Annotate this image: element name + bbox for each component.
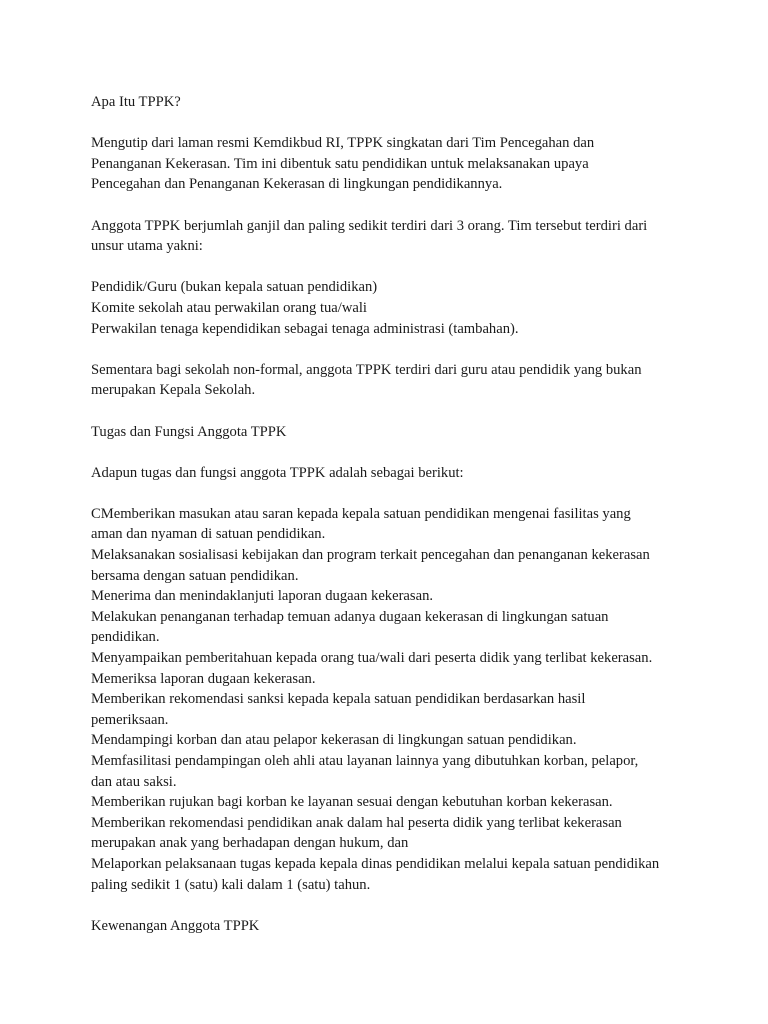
duties-line: pendidikan. [91,629,160,646]
duties-line: Mendampingi korban dan atau pelapor kekerasan di lingkungan satuan pendidikan. [91,732,577,749]
duties-line: paling sedikit 1 (satu) kali dalam 1 (satu) tahun. [91,876,371,893]
heading-authority: Kewenangan Anggota TPPK [91,917,260,934]
members-list-item: Perwakilan tenaga kependidikan sebagai tenaga administrasi (tambahan). [91,320,519,337]
duties-line: Memberikan rekomendasi sanksi kepada kepala satuan pendidikan berdasarkan hasil [91,691,586,708]
intro-line: Mengutip dari laman resmi Kemdikbud RI, TPPK singkatan dari Tim Pencegahan dan [91,135,595,152]
duties-line: Menerima dan menindaklanjuti laporan dugaan kekerasan. [91,588,434,605]
spacer [91,442,691,463]
duties-line: Melaporkan pelaksanaan tugas kepada kepala dinas pendidikan melalui kepala satuan pendidikan [91,855,660,872]
duties-line: Menyampaikan pemberitahuan kepada orang tua/wali dari peserta didik yang terlibat kekerasan. [91,650,653,667]
duties-line: pemeriksaan. [91,711,169,728]
members-list-item: Pendidik/Guru (bukan kepala satuan pendidikan) [91,279,378,296]
document-page [91,92,691,936]
spacer [91,113,691,134]
duties-intro: Adapun tugas dan fungsi anggota TPPK adalah sebagai berikut: [91,464,464,481]
members-list-item: Komite sekolah atau perwakilan orang tua/wali [91,299,367,316]
duties-line: dan atau saksi. [91,773,177,790]
spacer [91,195,691,216]
duties-line: merupakan anak yang berhadapan dengan hukum, dan [91,835,409,852]
duties-line: Memfasilitasi pendampingan oleh ahli atau layanan lainnya yang dibutuhkan korban, pelapor, [91,753,639,769]
duties-line: CMemberikan masukan atau saran kepada kepala satuan pendidikan mengenai fasilitas yang [91,505,631,522]
duties-line: Melakukan penanganan terhadap temuan adanya dugaan kekerasan di lingkungan satuan [91,608,609,625]
spacer [91,257,691,278]
duties-line: Memeriksa laporan dugaan kekerasan. [91,670,316,687]
duties-line: bersama dengan satuan pendidikan. [91,567,299,584]
members-line: Anggota TPPK berjumlah ganjil dan paling sedikit terdiri dari 3 orang. Tim tersebut terdiri dari [91,217,648,234]
heading-duties: Tugas dan Fungsi Anggota TPPK [91,423,287,440]
duties-line: Melaksanakan sosialisasi kebijakan dan program terkait pencegahan dan penanganan kekerasan [91,547,650,564]
spacer [91,339,691,360]
duties-line: aman dan nyaman di satuan pendidikan. [91,526,326,543]
heading-what-is-tppk: Apa Itu TPPK? [91,94,181,110]
duties-line: Memberikan rekomendasi pendidikan anak dalam hal peserta didik yang terlibat kekerasan [91,814,622,831]
duties-line: Memberikan rujukan bagi korban ke layanan sesuai dengan kebutuhan korban kekerasan. [91,794,613,811]
intro-line: Penanganan Kekerasan. Tim ini dibentuk satu pendidikan untuk melaksanakan upaya [91,155,589,172]
spacer [91,895,691,916]
intro-line: Pencegahan dan Penanganan Kekerasan di lingkungan pendidikannya. [91,176,503,193]
spacer [91,401,691,422]
members-line: unsur utama yakni: [91,238,203,255]
nonformal-line: merupakan Kepala Sekolah. [91,382,256,399]
nonformal-line: Sementara bagi sekolah non-formal, anggota TPPK terdiri dari guru atau pendidik yang bukan [91,361,642,378]
spacer [91,483,691,504]
